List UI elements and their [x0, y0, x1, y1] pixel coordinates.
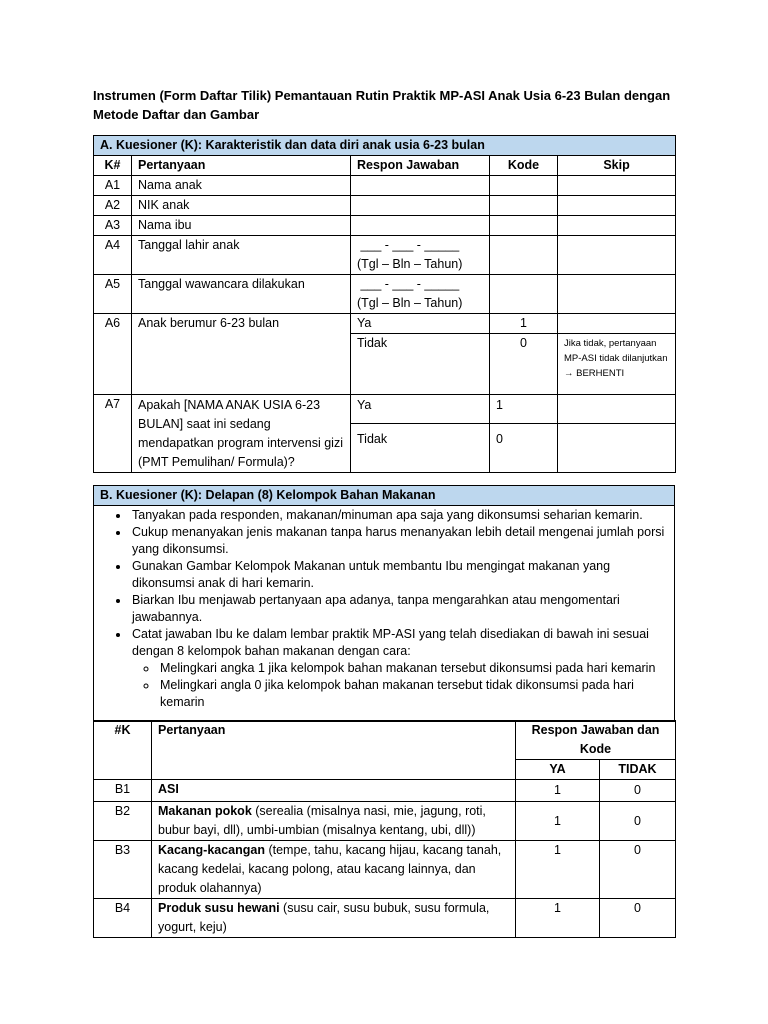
- code-tidak: 0: [490, 423, 558, 472]
- document-title: Instrumen (Form Daftar Tilik) Pemantauan Rutin Praktik MP-ASI Anak Usia 6-23 Bulan dengan Metode Daftar dan Gambar: [93, 88, 671, 122]
- code-ya[interactable]: 1: [516, 802, 600, 841]
- table-row: [94, 841, 676, 899]
- col-respon: Respon Jawaban: [351, 156, 490, 176]
- option-tidak[interactable]: Tidak: [351, 334, 490, 395]
- col-pertanyaan: Pertanyaan: [132, 156, 351, 176]
- code-ya: 1: [490, 395, 558, 424]
- date-blank: ___ - ___ - _____: [357, 277, 460, 291]
- table-row: [94, 314, 676, 334]
- row-question: Anak berumur 6-23 bulan: [132, 314, 351, 395]
- col-k: #K: [94, 721, 152, 780]
- row-question: Nama ibu: [132, 216, 351, 236]
- food-group-name: Produk susu hewani: [158, 901, 280, 915]
- date-blank: ___ - ___ - _____: [357, 238, 460, 252]
- table-row: [94, 780, 676, 802]
- code-ya: 1: [490, 314, 558, 334]
- skip-note: Jika tidak, pertanyaan MP-ASI tidak dilanjutkan → BERHENTI: [558, 334, 676, 395]
- row-question: Tanggal lahir anak: [132, 236, 351, 275]
- section-b-instructions: [93, 485, 675, 722]
- table-row: [94, 899, 676, 938]
- code-tidak[interactable]: 0: [600, 899, 676, 938]
- code-tidak[interactable]: 0: [600, 780, 676, 802]
- row-id: A7: [94, 395, 132, 473]
- table-row: [94, 395, 676, 424]
- food-group-examples: (tempe, tahu, kacang hijau, kacang tanah, kacang kedelai, kacang polong, atau kacang lainnya, dan produk olahannya): [158, 843, 502, 895]
- table-row: [94, 802, 676, 841]
- col-k: K#: [94, 156, 132, 176]
- code-tidak[interactable]: 0: [600, 802, 676, 841]
- row-id: A1: [94, 176, 132, 196]
- date-format: (Tgl – Bln – Tahun): [357, 296, 463, 310]
- table-row: [94, 275, 676, 314]
- food-group-name: Kacang-kacangan: [158, 843, 265, 857]
- list-item: [130, 626, 668, 711]
- row-id: B3: [94, 841, 152, 899]
- section-a-heading: A. Kuesioner (K): Karakteristik dan data diri anak usia 6-23 bulan: [94, 136, 676, 156]
- date-format: (Tgl – Bln – Tahun): [357, 257, 463, 271]
- sub-list-item: ◦ Melingkari angka 1 jika kelompok bahan makanan tersebut dikonsumsi pada hari kemarin: [158, 660, 668, 677]
- row-question: [152, 802, 516, 841]
- section-a-table: [93, 135, 676, 473]
- row-id: A3: [94, 216, 132, 236]
- code-ya[interactable]: 1: [516, 899, 600, 938]
- code-ya[interactable]: 1: [516, 841, 600, 899]
- row-question: NIK anak: [132, 196, 351, 216]
- list-item: • Cukup menanyakan jenis makanan tanpa harus menanyakan lebih detail mengenai jumlah porsi yang dikonsumsi.: [130, 524, 668, 558]
- answer-cell[interactable]: [351, 196, 490, 216]
- answer-cell[interactable]: [351, 176, 490, 196]
- col-ya: YA: [516, 760, 600, 780]
- table-row: [94, 176, 676, 196]
- row-id: A6: [94, 314, 132, 395]
- table-row: [94, 236, 676, 275]
- food-group-table: [93, 720, 676, 938]
- row-id: B2: [94, 802, 152, 841]
- answer-cell[interactable]: [351, 236, 490, 275]
- food-group-name: Makanan pokok: [158, 804, 252, 818]
- row-question: [152, 780, 516, 802]
- table-row: [94, 196, 676, 216]
- row-question: Tanggal wawancara dilakukan: [132, 275, 351, 314]
- row-id: A2: [94, 196, 132, 216]
- row-id: B4: [94, 899, 152, 938]
- food-group-examples: (serealia (misalnya nasi, mie, jagung, roti, bubur bayi, dll), umbi-umbian (misalnya kentang, ubi, dll)): [158, 804, 486, 837]
- food-group-name: ASI: [158, 782, 179, 796]
- code-tidak[interactable]: 0: [600, 841, 676, 899]
- row-question: [152, 899, 516, 938]
- row-id: B1: [94, 780, 152, 802]
- col-respon: Respon Jawaban dan Kode: [516, 721, 676, 760]
- answer-cell[interactable]: [351, 216, 490, 236]
- code-tidak: 0: [490, 334, 558, 395]
- code-ya[interactable]: 1: [516, 780, 600, 802]
- row-question: Nama anak: [132, 176, 351, 196]
- row-question: [152, 841, 516, 899]
- option-tidak[interactable]: Tidak: [351, 423, 490, 472]
- list-item: • Gunakan Gambar Kelompok Makanan untuk membantu Ibu mengingat makanan yang dikonsumsi anak di hari kemarin.: [130, 558, 668, 592]
- col-kode: Kode: [490, 156, 558, 176]
- list-item-text: Catat jawaban Ibu ke dalam lembar praktik MP-ASI yang telah disediakan di bawah ini sesuai dengan 8 kelompok bahan makanan dengan cara:: [132, 627, 649, 658]
- row-id: A5: [94, 275, 132, 314]
- sub-list-item: ◦ Melingkari angla 0 jika kelompok bahan makanan tersebut tidak dikonsumsi pada hari kemarin: [158, 677, 668, 711]
- row-id: A4: [94, 236, 132, 275]
- answer-cell[interactable]: [351, 275, 490, 314]
- instruction-list: [100, 507, 668, 711]
- food-group-examples: (susu cair, susu bubuk, susu formula, yogurt, keju): [158, 901, 490, 934]
- table-row: [94, 216, 676, 236]
- col-pertanyaan: Pertanyaan: [152, 721, 516, 780]
- option-ya[interactable]: Ya: [351, 314, 490, 334]
- list-item: • Biarkan Ibu menjawab pertanyaan apa adanya, tanpa mengarahkan atau mengomentari jawabannya.: [130, 592, 668, 626]
- option-ya[interactable]: Ya: [351, 395, 490, 424]
- row-question: Apakah [NAMA ANAK USIA 6-23 BULAN] saat ini sedang mendapatkan program intervensi gizi (PMT Pemulihan/ Formula)?: [132, 395, 351, 473]
- list-item: • Tanyakan pada responden, makanan/minuman apa saja yang dikonsumsi seharian kemarin.: [130, 507, 668, 524]
- col-skip: Skip: [558, 156, 676, 176]
- section-b-heading: B. Kuesioner (K): Delapan (8) Kelompok Bahan Makanan: [94, 486, 675, 506]
- col-tidak: TIDAK: [600, 760, 676, 780]
